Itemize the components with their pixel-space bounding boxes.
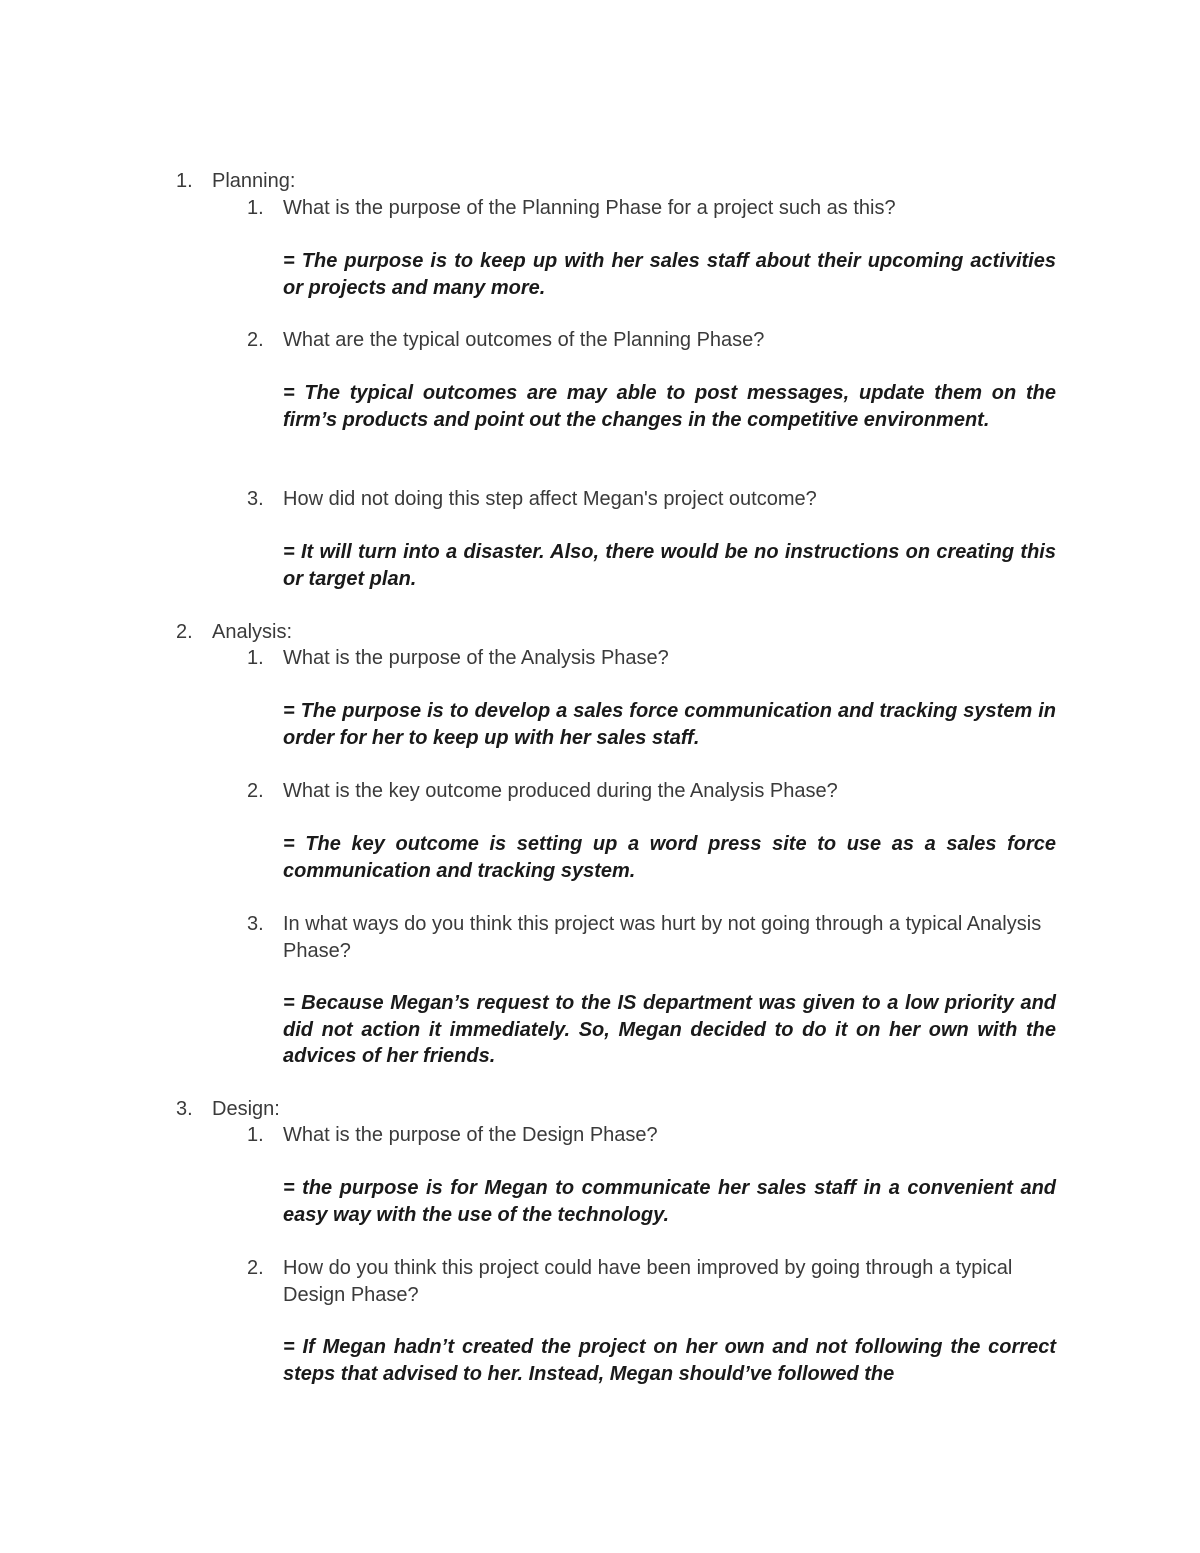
question-text: What are the typical outcomes of the Planning Phase? xyxy=(283,329,765,351)
question-number: 1. xyxy=(247,647,264,669)
question-text: What is the purpose of the Design Phase? xyxy=(283,1124,658,1146)
question-text: What is the purpose of the Planning Phase for a project such as this? xyxy=(283,197,896,219)
section-number: 3. xyxy=(176,1098,193,1120)
answer-text: = It will turn into a disaster. Also, there would be no instructions on creating this or target plan. xyxy=(283,541,1056,590)
answer-text: = Because Megan’s request to the IS department was given to a low priority and did not action it immediately. So, Megan decided to do it on her own with the advices of her friends. xyxy=(283,992,1056,1067)
answer-text: = If Megan hadn’t created the project on her own and not following the correct steps that advised to her. Instead, Megan should’ve followed the xyxy=(283,1336,1056,1385)
question-text: What is the purpose of the Analysis Phase? xyxy=(283,647,669,669)
question-number: 2. xyxy=(247,780,264,802)
question-number: 2. xyxy=(247,1257,264,1279)
question-text: How did not doing this step affect Megan's project outcome? xyxy=(283,488,817,510)
section-title-planning: Planning: xyxy=(212,170,296,192)
question-number: 2. xyxy=(247,329,264,351)
question-text: How do you think this project could have been improved by going through a typical Design Phase? xyxy=(283,1257,1013,1306)
section-title-analysis: Analysis: xyxy=(212,621,293,643)
question-number: 1. xyxy=(247,1124,264,1146)
section-number: 1. xyxy=(176,170,193,192)
question-number: 3. xyxy=(247,488,264,510)
answer-text: = the purpose is for Megan to communicate her sales staff in a convenient and easy way with the use of the technology. xyxy=(283,1177,1056,1226)
question-number: 1. xyxy=(247,197,264,219)
answer-text: = The typical outcomes are may able to post messages, update them on the firm’s products and point out the changes in the competitive environment. xyxy=(283,382,1056,431)
question-number: 3. xyxy=(247,913,264,935)
question-text: In what ways do you think this project was hurt by not going through a typical Analysis Phase? xyxy=(283,913,1042,962)
question-text: What is the key outcome produced during the Analysis Phase? xyxy=(283,780,838,802)
answer-text: = The purpose is to keep up with her sales staff about their upcoming activities or projects and many more. xyxy=(283,250,1056,299)
section-number: 2. xyxy=(176,621,193,643)
section-title-design: Design: xyxy=(212,1098,280,1120)
answer-text: = The key outcome is setting up a word press site to use as a sales force communication and tracking system. xyxy=(283,833,1056,882)
answer-text: = The purpose is to develop a sales force communication and tracking system in order for her to keep up with her sales staff. xyxy=(283,700,1056,749)
